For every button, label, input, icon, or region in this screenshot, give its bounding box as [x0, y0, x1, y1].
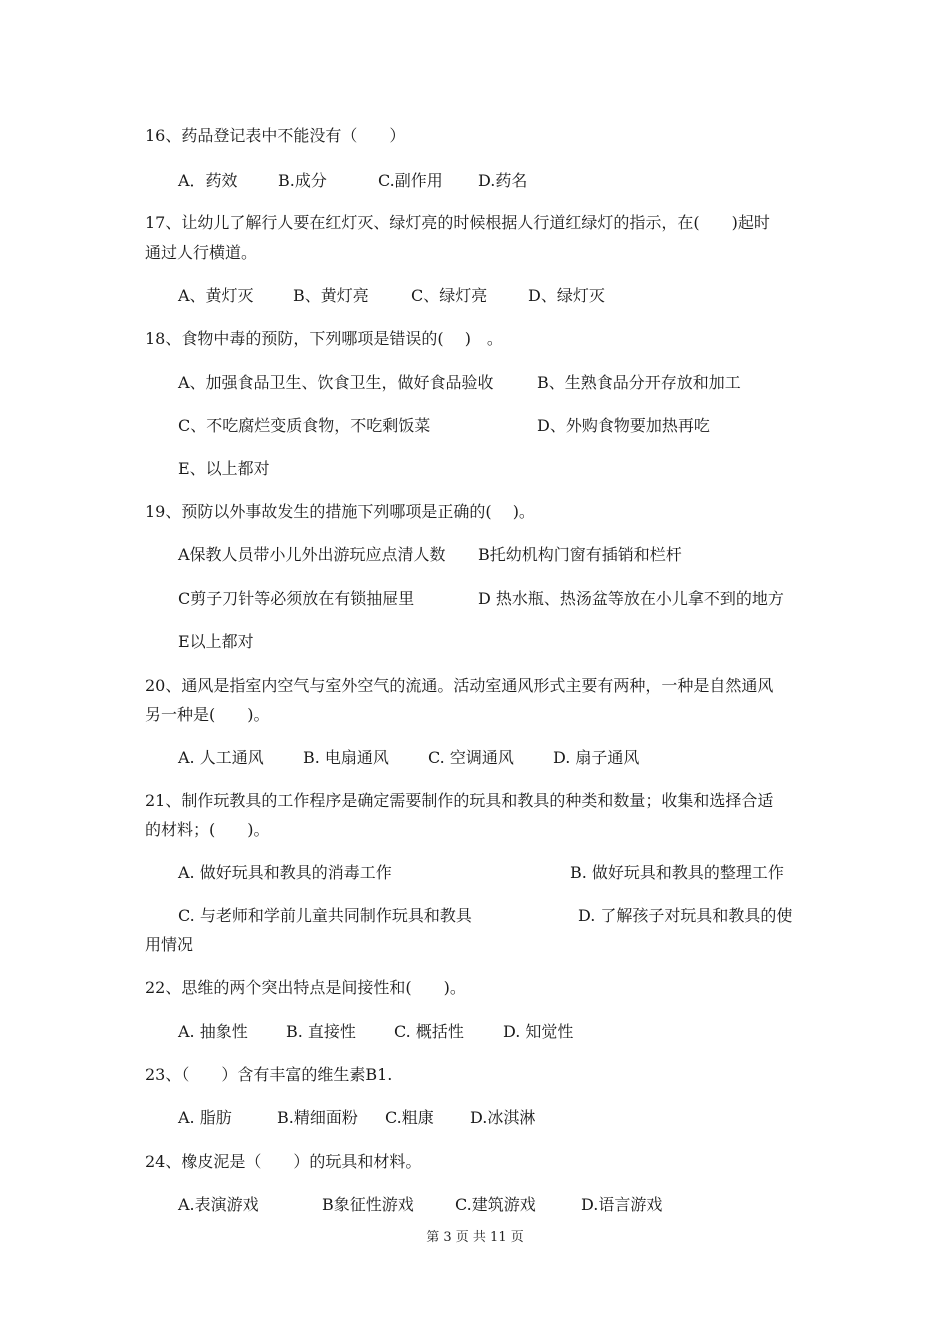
- question-16-option-b: B.成分: [278, 171, 327, 190]
- question-17-stem: 17、让幼儿了解行人要在红灯灭、绿灯亮的时候根据人行道红绿灯的指示，在( )起时: [145, 213, 770, 232]
- question-23-option-b: B.精细面粉: [277, 1108, 358, 1127]
- question-17-option-a: A、黄灯灭: [178, 286, 254, 305]
- question-20-option-d: D. 扇子通风: [553, 748, 640, 767]
- question-17-option-c: C、绿灯亮: [411, 286, 488, 305]
- question-21-stem-continued: 的材料；( )。: [145, 820, 270, 839]
- question-22-stem: 22、思维的两个突出特点是间接性和( )。: [145, 978, 466, 997]
- question-22-option-c: C. 概括性: [394, 1022, 464, 1041]
- question-21-stem: 21、制作玩教具的工作程序是确定需要制作的玩具和教具的种类和数量；收集和选择合适: [145, 791, 774, 810]
- question-17-stem-continued: 通过人行横道。: [145, 243, 258, 262]
- question-24-stem: 24、橡皮泥是（ ）的玩具和材料。: [145, 1152, 422, 1171]
- question-20-option-b: B. 电扇通风: [303, 748, 389, 767]
- question-23-option-d: D.冰淇淋: [470, 1108, 536, 1127]
- question-19-option-e: E以上都对: [178, 632, 254, 651]
- question-19-option-d: D 热水瓶、热汤盆等放在小儿拿不到的地方: [478, 589, 784, 608]
- question-24-option-c: C.建筑游戏: [455, 1195, 536, 1214]
- page-number-footer: 第 3 页 共 11 页: [426, 1230, 524, 1245]
- question-22-option-b: B. 直接性: [286, 1022, 356, 1041]
- question-20-stem: 20、通风是指室内空气与室外空气的流通。活动室通风形式主要有两种，一种是自然通风: [145, 676, 774, 695]
- question-17-option-d: D、绿灯灭: [528, 286, 605, 305]
- question-16-option-c: C.副作用: [378, 171, 443, 190]
- question-20-option-a: A. 人工通风: [178, 748, 264, 767]
- question-19-stem: 19、预防以外事故发生的措施下列哪项是正确的( )。: [145, 502, 535, 521]
- question-21-option-d: D. 了解孩子对玩具和教具的使: [578, 906, 793, 925]
- question-22-option-a: A. 抽象性: [178, 1022, 248, 1041]
- question-23-stem: 23、（ ）含有丰富的维生素B1.: [145, 1065, 393, 1084]
- question-22-option-d: D. 知觉性: [503, 1022, 574, 1041]
- question-23-option-c: C.粗康: [385, 1108, 434, 1127]
- question-18-option-d: D、外购食物要加热再吃: [537, 416, 710, 435]
- question-19-option-b: B托幼机构门窗有插销和栏杆: [478, 545, 682, 564]
- question-20-stem-continued: 另一种是( )。: [145, 705, 270, 724]
- question-16-option-a: A．药效: [178, 171, 238, 190]
- question-16-option-d: D.药名: [478, 171, 528, 190]
- question-16-stem: 16、药品登记表中不能没有（ ）: [145, 126, 406, 145]
- question-17-option-b: B、黄灯亮: [293, 286, 369, 305]
- question-24-option-a: A.表演游戏: [178, 1195, 259, 1214]
- question-19-option-a: A保教人员带小儿外出游玩应点清人数: [178, 545, 446, 564]
- question-23-option-a: A. 脂肪: [178, 1108, 232, 1127]
- question-18-option-c: C、不吃腐烂变质食物，不吃剩饭菜: [178, 416, 431, 435]
- question-21-option-b: B. 做好玩具和教具的整理工作: [570, 863, 784, 882]
- question-21-option-a: A. 做好玩具和教具的消毒工作: [178, 863, 392, 882]
- question-21-option-d-continued: 用情况: [145, 935, 194, 954]
- question-21-option-c: C. 与老师和学前儿童共同制作玩具和教具: [178, 906, 472, 925]
- question-24-option-d: D.语言游戏: [581, 1195, 663, 1214]
- question-19-option-c: C剪子刀针等必须放在有锁抽屉里: [178, 589, 415, 608]
- question-18-option-b: B、生熟食品分开存放和加工: [537, 373, 741, 392]
- question-18-option-a: A、加强食品卫生、饮食卫生，做好食品验收: [178, 373, 494, 392]
- question-24-option-b: B象征性游戏: [322, 1195, 414, 1214]
- question-20-option-c: C. 空调通风: [428, 748, 514, 767]
- question-18-stem: 18、食物中毒的预防，下列哪项是错误的( ) 。: [145, 329, 503, 348]
- question-18-option-e: E、以上都对: [178, 459, 270, 478]
